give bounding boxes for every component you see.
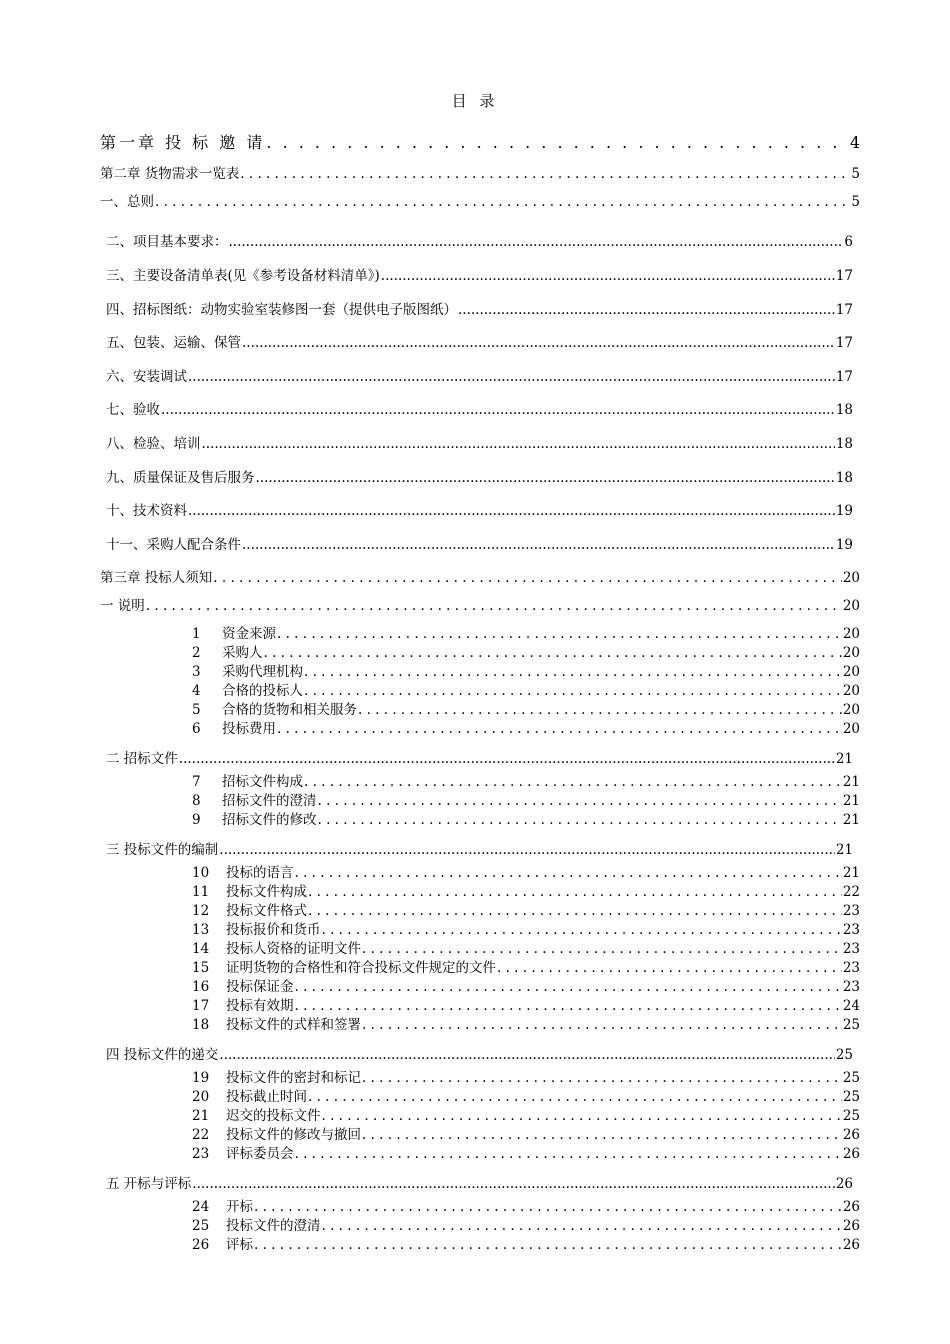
toc-entry-section[interactable]	[106, 1043, 853, 1063]
toc-entry-page: 23	[842, 922, 860, 938]
leader-dots	[266, 133, 848, 152]
leader-dots	[318, 812, 842, 828]
leader-dots	[155, 194, 850, 210]
toc-entry-section[interactable]	[100, 594, 860, 614]
toc-entry-subsection[interactable]	[192, 1142, 860, 1162]
toc-entry-page: 20	[842, 664, 860, 680]
toc-entry-page: 5	[851, 194, 860, 210]
leader-dots	[188, 503, 835, 519]
toc-entry-subsection[interactable]	[192, 861, 860, 881]
leader-dots	[295, 1146, 842, 1162]
toc-entry-page: 5	[851, 166, 860, 182]
toc-entry-page: 20	[842, 702, 860, 718]
toc-entry-page: 25	[842, 1108, 860, 1124]
toc-entry-subsection[interactable]	[192, 660, 860, 680]
toc-entry-chapter-2[interactable]	[100, 162, 860, 182]
toc-entry-text: 第二章 货物需求一览表	[100, 166, 240, 182]
toc-entry-subsection[interactable]	[192, 1013, 860, 1033]
leader-dots	[308, 884, 842, 900]
toc-entry-page: 20	[842, 645, 860, 661]
leader-dots	[295, 865, 842, 881]
toc-entry-section[interactable]	[106, 331, 853, 351]
toc-entry-number: 16	[192, 979, 210, 995]
toc-entry-subsection[interactable]	[192, 880, 860, 900]
toc-entry-text: 招标文件的修改	[222, 812, 317, 828]
toc-entry-text: 投标文件构成	[226, 884, 307, 900]
toc-entry-page: 26	[835, 1176, 853, 1192]
toc-entry-number: 9	[192, 812, 201, 828]
toc-entry-text: 投标文件格式	[226, 903, 307, 919]
leader-dots	[277, 721, 842, 737]
toc-entry-text: 投标文件的式样和签署	[226, 1017, 361, 1033]
toc-entry-number: 21	[192, 1108, 210, 1124]
toc-entry-number: 12	[192, 903, 210, 919]
leader-dots	[219, 1047, 835, 1063]
leader-dots	[179, 751, 835, 767]
toc-entry-text: 二、项目基本要求：	[106, 234, 228, 250]
toc-entry-page: 24	[842, 998, 860, 1014]
toc-entry-subsection[interactable]	[192, 956, 860, 976]
toc-entry-page: 21	[835, 842, 853, 858]
toc-entry-text: 三 投标文件的编制	[106, 842, 219, 858]
toc-entry-subsection[interactable]	[192, 808, 860, 828]
leader-dots	[242, 537, 835, 553]
toc-entry-text: 八、检验、培训	[106, 436, 201, 452]
leader-dots	[322, 1108, 842, 1124]
leader-dots	[318, 793, 842, 809]
toc-entry-section[interactable]	[106, 838, 853, 858]
toc-entry-subsection[interactable]	[192, 679, 860, 699]
toc-entry-number: 26	[192, 1237, 210, 1253]
toc-entry-number: 10	[192, 865, 210, 881]
leader-dots	[362, 1127, 842, 1143]
toc-entry-page: 17	[835, 335, 853, 351]
toc-entry-page: 23	[842, 960, 860, 976]
toc-entry-page: 26	[842, 1218, 860, 1234]
leader-dots	[362, 1017, 842, 1033]
toc-title: 目 录	[451, 92, 499, 110]
toc-entry-text: 九、质量保证及售后服务	[106, 470, 255, 486]
toc-entry-subsection[interactable]	[192, 789, 860, 809]
toc-entry-page: 26	[842, 1127, 860, 1143]
toc-entry-number: 22	[192, 1127, 210, 1143]
toc-entry-text: 采购人	[222, 645, 263, 661]
toc-entry-number: 19	[192, 1070, 210, 1086]
toc-entry-number: 15	[192, 960, 210, 976]
toc-entry-subsection[interactable]	[192, 717, 860, 737]
leader-dots	[304, 664, 842, 680]
toc-entry-section[interactable]	[106, 230, 853, 250]
toc-entry-text: 二 招标文件	[106, 751, 178, 767]
toc-entry-number: 6	[192, 721, 201, 737]
leader-dots	[256, 470, 835, 486]
toc-entry-page: 19	[835, 537, 853, 553]
toc-entry-subsection[interactable]	[192, 1123, 860, 1143]
toc-entry-page: 4	[849, 133, 860, 152]
toc-entry-subsection[interactable]	[192, 641, 860, 661]
toc-entry-number: 3	[192, 664, 201, 680]
toc-entry-number: 13	[192, 922, 210, 938]
leader-dots	[277, 626, 842, 642]
toc-entry-page: 20	[842, 683, 860, 699]
toc-entry-text: 投标有效期	[226, 998, 294, 1014]
leader-dots	[229, 234, 844, 250]
leader-dots	[146, 598, 842, 614]
toc-entry-text: 一、总则	[100, 194, 154, 210]
leader-dots	[202, 436, 835, 452]
toc-entry-page: 23	[842, 941, 860, 957]
toc-entry-page: 17	[835, 268, 853, 284]
toc-entry-text: 招标文件的澄清	[222, 793, 317, 809]
toc-entry-subsection[interactable]	[192, 1066, 860, 1086]
toc-entry-number: 24	[192, 1199, 210, 1215]
toc-entry-text: 三、主要设备清单表(见《参考设备材料清单》)	[106, 268, 380, 284]
toc-entry-text: 五、包装、运输、保管	[106, 335, 241, 351]
toc-entry-page: 21	[842, 812, 860, 828]
leader-dots	[188, 369, 835, 385]
toc-entry-number: 8	[192, 793, 201, 809]
toc-entry-text: 第三章 投标人须知	[100, 570, 213, 586]
toc-entry-text: 开标	[226, 1199, 253, 1215]
toc-entry-page: 21	[842, 865, 860, 881]
toc-entry-text: 合格的货物和相关服务	[222, 702, 357, 718]
toc-entry-subsection[interactable]	[192, 698, 860, 718]
toc-entry-text: 投标报价和货币	[226, 922, 321, 938]
toc-entry-section[interactable]	[106, 365, 853, 385]
toc-entry-section[interactable]	[106, 264, 853, 284]
toc-entry-text: 六、安装调试	[106, 369, 187, 385]
leader-dots	[295, 998, 842, 1014]
toc-entry-page: 18	[835, 470, 853, 486]
toc-entry-number: 25	[192, 1218, 210, 1234]
toc-entry-text: 投标费用	[222, 721, 276, 737]
toc-entry-text: 迟交的投标文件	[226, 1108, 321, 1124]
toc-entry-page: 25	[842, 1017, 860, 1033]
leader-dots	[254, 1199, 842, 1215]
toc-entry-section[interactable]	[106, 298, 853, 318]
leader-dots	[295, 979, 842, 995]
leader-dots	[362, 941, 842, 957]
toc-entry-text: 评标	[226, 1237, 253, 1253]
toc-entry-number: 4	[192, 683, 201, 699]
toc-entry-page: 25	[842, 1089, 860, 1105]
leader-dots	[213, 570, 842, 586]
toc-entry-subsection[interactable]	[192, 918, 860, 938]
toc-entry-number: 5	[192, 702, 201, 718]
toc-entry-number: 11	[192, 884, 210, 900]
toc-entry-subsection[interactable]	[192, 1233, 860, 1253]
toc-entry-number: 23	[192, 1146, 210, 1162]
leader-dots	[240, 166, 850, 182]
toc-entry-page: 25	[835, 1047, 853, 1063]
toc-entry-text: 投标文件的澄清	[226, 1218, 321, 1234]
leader-dots	[264, 645, 842, 661]
toc-entry-text: 十、技术资料	[106, 503, 187, 519]
toc-entry-text: 招标文件构成	[222, 774, 303, 790]
toc-entry-text: 投标保证金	[226, 979, 294, 995]
leader-dots	[497, 960, 842, 976]
toc-entry-section[interactable]	[106, 499, 853, 519]
toc-entry-text: 四 投标文件的递交	[106, 1047, 219, 1063]
toc-entry-text: 采购代理机构	[222, 664, 303, 680]
toc-entry-number: 7	[192, 774, 201, 790]
toc-entry-number: 14	[192, 941, 210, 957]
leader-dots	[308, 903, 842, 919]
toc-entry-page: 26	[842, 1237, 860, 1253]
leader-dots	[192, 1176, 835, 1192]
toc-entry-text: 资金来源	[222, 626, 276, 642]
toc-entry-subsection[interactable]	[192, 1195, 860, 1215]
toc-entry-subsection[interactable]	[192, 975, 860, 995]
toc-entry-subsection[interactable]	[192, 899, 860, 919]
leader-dots	[161, 402, 835, 418]
toc-entry-subsection[interactable]	[192, 994, 860, 1014]
toc-entry-text: 投标的语言	[226, 865, 294, 881]
toc-entry-section[interactable]	[106, 1172, 853, 1192]
toc-entry-page: 21	[842, 774, 860, 790]
toc-entry-number: 1	[192, 626, 201, 642]
toc-entry-page: 21	[835, 751, 853, 767]
toc-entry-section[interactable]	[106, 747, 853, 767]
leader-dots	[254, 1237, 842, 1253]
toc-entry-page: 26	[842, 1199, 860, 1215]
toc-entry-page: 26	[842, 1146, 860, 1162]
toc-entry-text: 评标委员会	[226, 1146, 294, 1162]
leader-dots	[219, 842, 835, 858]
toc-entry-section[interactable]	[106, 432, 853, 452]
leader-dots	[304, 683, 842, 699]
toc-entry-chapter-3[interactable]	[100, 566, 860, 586]
leader-dots	[362, 1070, 842, 1086]
toc-entry-page: 20	[842, 721, 860, 737]
toc-entry-text: 投标人资格的证明文件	[226, 941, 361, 957]
toc-entry-section[interactable]	[106, 466, 853, 486]
toc-entry-subsection[interactable]	[192, 1214, 860, 1234]
toc-entry-section[interactable]	[106, 398, 853, 418]
toc-entry-number: 2	[192, 645, 201, 661]
toc-entry-page: 23	[842, 903, 860, 919]
toc-entry-section[interactable]	[106, 533, 853, 553]
toc-entry-subsection[interactable]	[192, 770, 860, 790]
toc-entry-page: 17	[835, 302, 853, 318]
toc-entry-page: 18	[835, 436, 853, 452]
toc-entry-text: 投标文件的修改与撤回	[226, 1127, 361, 1143]
toc-entry-subsection[interactable]	[192, 1085, 860, 1105]
toc-entry-text: 合格的投标人	[222, 683, 303, 699]
toc-entry-page: 6	[844, 234, 853, 250]
toc-entry-text: 七、验收	[106, 402, 160, 418]
leader-dots	[458, 302, 835, 318]
toc-entry-number: 18	[192, 1017, 210, 1033]
toc-entry-text: 一 说明	[100, 598, 145, 614]
toc-entry-text: 四、招标图纸：动物实验室装修图一套（提供电子版图纸）	[106, 302, 457, 318]
toc-entry-chapter-1[interactable]	[100, 130, 860, 153]
toc-entry-text: 第一章 投 标 邀 请	[100, 133, 266, 152]
toc-entry-text: 五 开标与评标	[106, 1176, 192, 1192]
leader-dots	[322, 922, 842, 938]
leader-dots	[242, 335, 835, 351]
toc-entry-page: 20	[842, 598, 860, 614]
leader-dots	[322, 1218, 842, 1234]
toc-entry-subsection[interactable]	[192, 1104, 860, 1124]
toc-entry-text: 投标截止时间	[226, 1089, 307, 1105]
leader-dots	[308, 1089, 842, 1105]
toc-entry-subsection[interactable]	[192, 937, 860, 957]
toc-entry-section[interactable]	[100, 190, 860, 210]
toc-entry-text: 十一、采购人配合条件	[106, 537, 241, 553]
toc-entry-text: 投标文件的密封和标记	[226, 1070, 361, 1086]
toc-entry-page: 21	[842, 793, 860, 809]
toc-entry-text: 证明货物的合格性和符合投标文件规定的文件	[226, 960, 496, 976]
toc-entry-page: 20	[842, 626, 860, 642]
toc-entry-page: 23	[842, 979, 860, 995]
leader-dots	[381, 268, 835, 284]
toc-entry-page: 18	[835, 402, 853, 418]
leader-dots	[358, 702, 842, 718]
toc-entry-page: 19	[835, 503, 853, 519]
toc-entry-page: 22	[842, 884, 860, 900]
toc-entry-page: 25	[842, 1070, 860, 1086]
leader-dots	[304, 774, 842, 790]
toc-entry-page: 17	[835, 369, 853, 385]
toc-entry-number: 17	[192, 998, 210, 1014]
toc-entry-number: 20	[192, 1089, 210, 1105]
toc-entry-subsection[interactable]	[192, 622, 860, 642]
toc-entry-page: 20	[842, 570, 860, 586]
